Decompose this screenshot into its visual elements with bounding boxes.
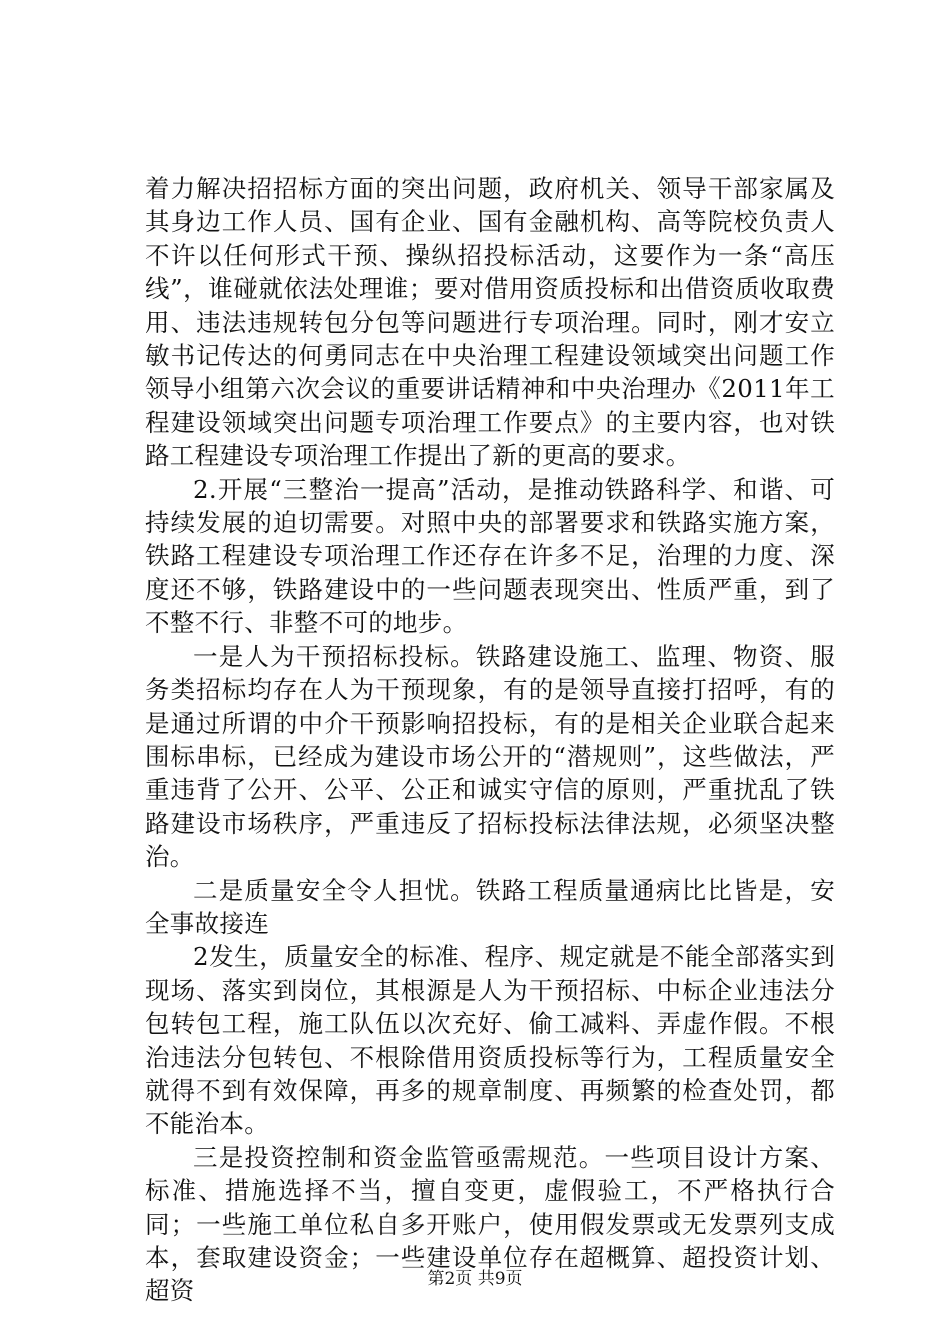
paragraph-point-2: 二是质量安全令人担忧。铁路工程质量通病比比皆是，安全事故接连 — [145, 875, 835, 938]
paragraph-point-1: 一是人为干预招标投标。铁路建设施工、监理、物资、服务类招标均存在人为干预现象，有的是领导直接打招呼，有的是通过所谓的中介干预影响招投标，有的是相关企业联合起来围标串标，已经成为建设市场公开的“潜规则”，这些做法，严重违背了公开、公平、公正和诚实守信的原则，严重扰乱了铁路建设市场秩序，严重违反了招标投标法律法规，必须坚决整治。 — [145, 641, 835, 872]
paragraph-point-2-continued: 2发生，质量安全的标准、程序、规定就是不能全部落实到现场、落实到岗位，其根源是人为干预招标、中标企业违法分包转包工程，施工队伍以次充好、偷工减料、弄虚作假。不根治违法分包转包、不根除借用资质投标等行为，工程质量安全就得不到有效保障，再多的规章制度、再频繁的检查处罚，都不能治本。 — [145, 942, 835, 1139]
page-number-footer: 第2页 共9页 — [427, 1269, 523, 1289]
paragraph-continuation: 着力解决招招标方面的突出问题，政府机关、领导干部家属及其身边工作人员、国有企业、国有金融机构、高等院校负责人不许以任何形式干预、操纵招投标活动，这要作为一条“高压线”，谁碰就依法处理谁；要对借用资质投标和出借资质收取费用、违法违规转包分包等问题进行专项治理。同时，刚才安立敏书记传达的何勇同志在中央治理工程建设领域突出问题工作领导小组第六次会议的重要讲话精神和中央治理办《2011年工程建设领域突出问题专项治理工作要点》的主要内容，也对铁路工程建设专项治理工作提出了新的更高的要求。 — [145, 174, 836, 471]
paragraph-point-3: 三是投资控制和资金监管亟需规范。一些项目设计方案、标准、措施选择不当，擅自变更，虚假验工，不严格执行合同；一些施工单位私自多开账户，使用假发票或无发票列支成本，套取建设资金；一些建设单位存在超概算、超投资计划、超资 — [145, 1142, 835, 1306]
document-body — [145, 172, 835, 1308]
paragraph-section-2: 2.开展“三整治一提高”活动，是推动铁路科学、和谐、可持续发展的迫切需要。对照中央的部署要求和铁路实施方案，铁路工程建设专项治理工作还存在许多不足，治理的力度、深度还不够，铁路建设中的一些问题表现突出、性质严重，到了不整不行、非整不可的地步。 — [145, 474, 835, 638]
